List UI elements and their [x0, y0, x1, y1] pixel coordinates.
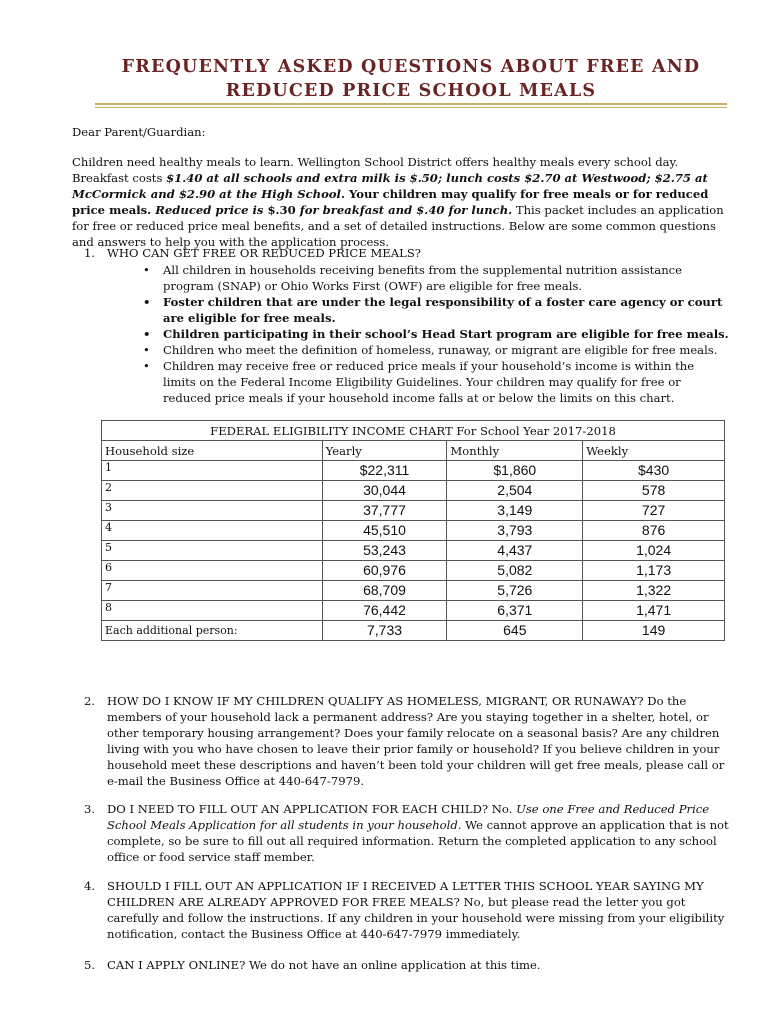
income-eligibility-table — [101, 420, 725, 641]
yearly-cell: 53,243 — [322, 541, 447, 561]
faq-item-5 — [84, 957, 729, 973]
household-size-cell: 6 — [102, 561, 323, 581]
bullet-text: Foster children that are under the legal responsibility of a foster care agency or court are eligible for free meals. — [163, 295, 723, 325]
faq-item-1 — [84, 245, 729, 261]
table-row — [102, 601, 725, 621]
column-header: Household size — [102, 441, 323, 461]
faq-body — [107, 878, 729, 942]
intro-reduced-label: Reduced price is — [155, 203, 268, 217]
table-row — [102, 561, 725, 581]
faq-body — [107, 957, 729, 973]
faq-number: 3. — [84, 802, 96, 816]
salutation: Dear Parent/Guardian: — [72, 125, 206, 139]
weekly-cell: 1,471 — [583, 601, 725, 621]
yearly-cell: 60,976 — [322, 561, 447, 581]
table-title-row — [102, 421, 725, 441]
weekly-cell: 1,322 — [583, 581, 725, 601]
eligibility-bullet-list — [140, 262, 730, 406]
household-size-cell: 7 — [102, 581, 323, 601]
monthly-cell: 3,149 — [447, 501, 583, 521]
yearly-cell: 68,709 — [322, 581, 447, 601]
household-size-cell: 8 — [102, 601, 323, 621]
title-divider — [95, 103, 727, 108]
table-row — [102, 541, 725, 561]
household-size-cell: 1 — [102, 461, 323, 481]
monthly-cell: 2,504 — [447, 481, 583, 501]
intro-prices: $1.40 at all schools and extra milk is $.50; lunch costs $2.70 at Westwood; $2.75 at McCormick and $2.90 at the High School. — [72, 171, 708, 201]
faq-question: WHO CAN GET FREE OR REDUCED PRICE MEALS? — [107, 246, 422, 260]
bullet-icon: • — [143, 327, 151, 341]
title-line-2: REDUCED PRICE SCHOOL MEALS — [225, 81, 597, 101]
household-size-cell: 4 — [102, 521, 323, 541]
bullet-item — [140, 326, 730, 342]
faq-answer: Do the members of your household lack a permanent address? Are you staying together in a shelter, hotel, or other temporary housing arrangement? Does your family relocate on a seasonal basis? Are any children living with you who have chosen to leave their prior family or household? If you believe children in your household meet these descriptions and haven’t been told your children will get free meals, please call or e-mail the Business Office at 440-647-7979. — [107, 694, 725, 788]
faq-number: 1. — [84, 246, 96, 260]
bullet-text: All children in households receiving benefits from the supplemental nutrition assistance program (SNAP) or Ohio Works First (OWF) are eligible for free meals. — [163, 263, 683, 293]
intro-paragraph — [72, 154, 732, 250]
table-header-row — [102, 441, 725, 461]
bullet-item — [140, 342, 730, 358]
yearly-cell: 76,442 — [322, 601, 447, 621]
faq-answer: No, but please read the letter you got carefully and follow the instructions. If any children in your household were missing from your eligibility notification, contact the Business Office at 440-647-7979 immediately. — [107, 895, 725, 941]
weekly-cell: 727 — [583, 501, 725, 521]
monthly-cell: 3,793 — [447, 521, 583, 541]
household-size-cell: 5 — [102, 541, 323, 561]
weekly-cell: 578 — [583, 481, 725, 501]
weekly-cell: 876 — [583, 521, 725, 541]
faq-item-4 — [84, 878, 729, 942]
table-row — [102, 461, 725, 481]
weekly-cell: 1,173 — [583, 561, 725, 581]
monthly-cell: 5,726 — [447, 581, 583, 601]
household-size-cell: Each additional person: — [102, 621, 323, 641]
column-header: Yearly — [322, 441, 447, 461]
faq-body — [107, 801, 729, 865]
bullet-icon: • — [143, 263, 150, 277]
weekly-cell: 1,024 — [583, 541, 725, 561]
monthly-cell: 5,082 — [447, 561, 583, 581]
weekly-cell: $430 — [583, 461, 725, 481]
table-row — [102, 501, 725, 521]
household-size-cell: 2 — [102, 481, 323, 501]
title-line-1: FREQUENTLY ASKED QUESTIONS ABOUT FREE AND — [121, 57, 701, 77]
monthly-cell: $1,860 — [447, 461, 583, 481]
bullet-item — [140, 294, 730, 326]
faq-answer-lead: No. — [488, 802, 517, 816]
monthly-cell: 4,437 — [447, 541, 583, 561]
intro-text: Children need healthy meals to learn. Wellington School District offers healthy meals every school day. Breakfast costs — [72, 155, 679, 185]
table-title: FEDERAL ELIGIBILITY INCOME CHART For School Year 2017-2018 — [102, 421, 725, 441]
monthly-cell: 645 — [447, 621, 583, 641]
monthly-cell: 6,371 — [447, 601, 583, 621]
yearly-cell: 7,733 — [322, 621, 447, 641]
faq-item-2 — [84, 693, 729, 789]
yearly-cell: 37,777 — [322, 501, 447, 521]
faq-answer: We do not have an online application at this time. — [245, 958, 541, 972]
yearly-cell: $22,311 — [322, 461, 447, 481]
faq-answer: We cannot approve an application that is not complete, so be sure to fill out all required information. Return the completed application to any school office or food service staff member. — [107, 818, 729, 864]
intro-reduced-breakfast-price: $.30 — [267, 203, 296, 217]
bullet-icon: • — [143, 343, 150, 357]
faq-question: HOW DO I KNOW IF MY CHILDREN QUALIFY AS HOMELESS, MIGRANT, OR RUNAWAY? — [107, 694, 644, 708]
faq-question: CAN I APPLY ONLINE? — [107, 958, 246, 972]
faq-question: DO I NEED TO FILL OUT AN APPLICATION FOR EACH CHILD? — [107, 802, 489, 816]
yearly-cell: 30,044 — [322, 481, 447, 501]
bullet-icon: • — [143, 295, 151, 309]
faq-number: 5. — [84, 958, 96, 972]
faq-number: 2. — [84, 694, 96, 708]
page-title — [95, 55, 727, 103]
faq-body — [107, 693, 729, 789]
faq-item-3 — [84, 801, 729, 865]
table-row — [102, 481, 725, 501]
intro-qualify: Your children may qualify for free meals or for reduced price meals. — [72, 187, 709, 217]
bullet-text: Children may receive free or reduced price meals if your household’s income is within the limits on the Federal Income Eligibility Guidelines. Your children may qualify for free or reduced price meals if your household income falls at or below the limits on this chart. — [163, 359, 695, 405]
weekly-cell: 149 — [583, 621, 725, 641]
column-header: Weekly — [583, 441, 725, 461]
bullet-item — [140, 262, 730, 294]
faq-number: 4. — [84, 879, 96, 893]
household-size-cell: 3 — [102, 501, 323, 521]
table-row-additional-person — [102, 621, 725, 641]
table-row — [102, 581, 725, 601]
faq-question: SHOULD I FILL OUT AN APPLICATION IF I RECEIVED A LETTER THIS SCHOOL YEAR SAYING MY CHILDREN ARE ALREADY APPROVED FOR FREE MEALS? — [107, 879, 704, 909]
table-row — [102, 521, 725, 541]
intro-packet-text: This packet includes an application for free or reduced price meal benefits, and a set of detailed instructions. Below are some common questions and answers to help you with the application process. — [72, 203, 724, 249]
yearly-cell: 45,510 — [322, 521, 447, 541]
bullet-item — [140, 358, 730, 406]
bullet-icon: • — [143, 359, 150, 373]
faq-answer-emphasis: Use one Free and Reduced Price School Meals Application for all students in your household. — [107, 802, 710, 832]
intro-reduced-prices: for breakfast and $.40 for lunch. — [295, 203, 513, 217]
bullet-text: Children participating in their school’s Head Start program are eligible for free meals. — [163, 327, 729, 341]
bullet-text: Children who meet the definition of homeless, runaway, or migrant are eligible for free meals. — [163, 343, 718, 357]
column-header: Monthly — [447, 441, 583, 461]
